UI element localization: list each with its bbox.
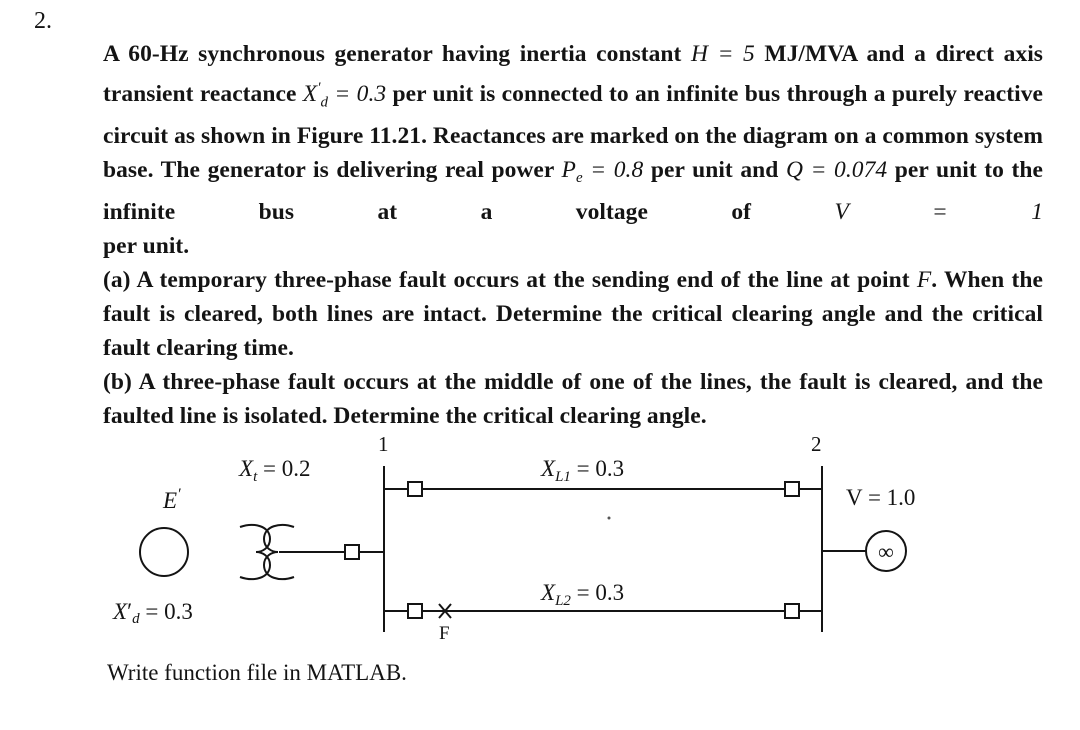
xt-letter: X [239,456,254,481]
xt-subscript: t [253,469,258,485]
v-value: V = 1 [834,199,1043,226]
xt-value: = 0.2 [257,456,311,481]
intro-text-4: per unit and [643,157,786,184]
question-number: 2. [34,8,52,34]
intro-text-5: per unit to the infinite bus at a voltage of [103,157,1043,226]
xd-diagram-subscript: d [132,611,140,627]
infinite-bus-voltage-label: V = 1.0 [846,485,916,510]
xd-diagram-prime: ′ [127,599,133,624]
bus-2-label: 2 [811,432,822,456]
xt-label [238,456,310,485]
emf-prime: ′ [177,486,181,503]
xl1-value: = 0.3 [570,456,625,481]
breaker-transformer [345,545,359,559]
generator-symbol [140,528,188,576]
emf-label [162,486,181,513]
xl2-letter: X [541,580,556,605]
diagram-dot [608,517,611,520]
fault-point-label: F [439,623,450,644]
xl1-label [540,456,624,485]
emf-letter: E [163,488,178,513]
xd-diagram-value: = 0.3 [139,599,193,624]
breaker-line1-bus2 [785,482,799,496]
problem-intro-end: per unit. [103,233,190,260]
xl2-subscript: L2 [555,593,571,609]
pe-subscript: e [575,170,583,187]
xd-diagram-label [112,599,193,627]
xd-subscript: d [320,94,329,111]
xl2-value: = 0.3 [570,580,625,605]
intro-text-2: MJ/MVA and a direct axis transient reactance [103,41,1043,107]
breaker-line1-bus1 [408,482,422,496]
pe-letter: P [561,157,576,184]
fault-point-ref: F [916,266,932,293]
breaker-line2-bus2 [785,604,799,618]
xd-letter: X [302,80,318,107]
xd-value: = 0.3 [328,80,387,107]
pe-value: = 0.8 [582,157,644,184]
bus-1-label: 1 [378,432,389,456]
part-b: (b) A three-phase fault occurs at the middle of one of the lines, the fault is cleared, and the faulted line is isolated. Determine the critical clearing angle. [103,368,1043,429]
xd-diagram-letter: X [113,599,128,624]
inertia-constant: H = 5 [691,41,755,67]
xl1-subscript: L1 [555,469,571,485]
part-a-text-2: . When the fault is cleared, both lines are intact. Determine the critical clearing angle and the critical fault clearing time. [103,266,1043,361]
part-a-text-1: (a) A temporary three-phase fault occurs at the sending end of the line at point [103,266,917,293]
intro-text-1: A 60-Hz synchronous generator having inertia constant [103,41,691,67]
xl2-label [540,580,624,609]
xd-prime: ′ [317,79,321,96]
infinity-icon: ∞ [878,539,894,564]
intro-text-3: per unit is connected to an infinite bus through a purely reactive circuit as shown in Figure 11.21. Reactances are marked on the diagram on a common system base. The generator is delivering real power [103,80,1043,184]
footer-instruction: Write function file in MATLAB. [107,660,407,685]
breaker-line2-bus1 [408,604,422,618]
q-value: Q = 0.074 [785,157,888,184]
xl1-letter: X [541,456,556,481]
